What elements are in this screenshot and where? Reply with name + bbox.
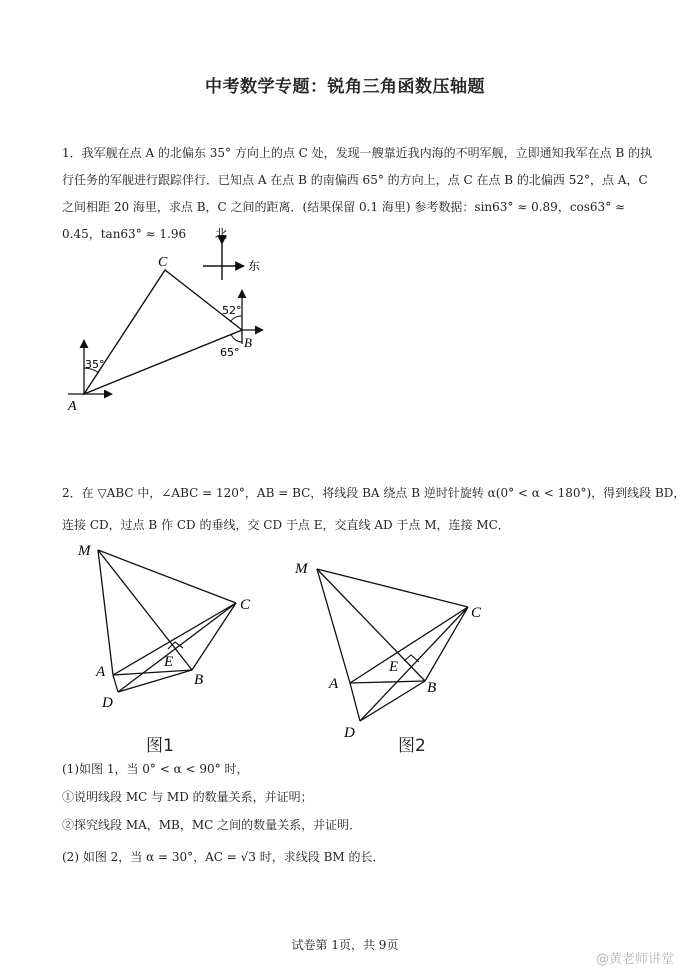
compass-east-label: 东 (248, 259, 261, 273)
fig2-point-E: E (389, 659, 399, 675)
point-A-label: A (68, 399, 77, 414)
fig1-point-B: B (194, 672, 204, 688)
fig2-point-A: A (329, 676, 339, 692)
question-2-sub1b: ②探究线段 MA，MB，MC 之间的数量关系，并证明． (62, 818, 362, 832)
question-2-line2: 连接 CD，过点 B 作 CD 的垂线，交 CD 于点 E，交直线 AD 于点 M，连接 MC． (62, 518, 510, 532)
angle-35-label: 35° (85, 358, 105, 371)
point-B-label: B (244, 335, 252, 350)
question-2-figure-2 (293, 555, 503, 745)
fig2-point-M: M (295, 561, 308, 577)
question-1-figure (60, 222, 320, 422)
question-1-text: 1．我军舰在点 A 的北偏东 35° 方向上的点 C 处，发现一艘靠近我内海的不明军舰，立即通知我军在点 B 的执行任务的军舰进行跟踪伴行．已知点 A 在点 B 的南偏西 65° 的方向上，点 C 在点 B 的北偏西 52°，点 A，C 之间相距 20 海里，求点 B，C 之间的距离．(结果保留 0.1 海里) 参考数据：sin63° ≈ 0.89，cos63° ≈ 0.45，tan63° ≈ 1.96 (62, 146, 653, 241)
fig1-point-C: C (240, 597, 251, 613)
point-C-label: C (158, 255, 168, 270)
question-2-figure-1 (70, 535, 270, 725)
watermark: @黄老师讲堂 (595, 952, 674, 967)
angle-52-label: 52° (222, 304, 242, 317)
fig2-point-B: B (427, 680, 437, 696)
question-2-line1: 2．在 ▽ABC 中，∠ABC = 120°，AB = BC，将线段 BA 绕点 B 逆时针旋转 α(0° < α < 180°)，得到线段 BD， (62, 486, 686, 500)
angle-65-label: 65° (220, 346, 240, 359)
fig1-point-E: E (164, 654, 174, 670)
angle-arc-B-65 (231, 334, 242, 342)
compass-icon (203, 244, 244, 280)
fig1-point-M: M (78, 543, 91, 559)
question-2-sub2: (2) 如图 2，当 α = 30°，AC = √3 时，求线段 BM 的长． (62, 850, 385, 864)
triangle-ABC (84, 270, 242, 394)
question-2-sub1: (1)如图 1，当 0° < α < 90° 时， (62, 762, 249, 776)
fig2-point-C: C (471, 605, 482, 621)
figure-1-caption: 图1 (146, 736, 174, 756)
figure-2-caption: 图2 (398, 736, 426, 756)
page-title: 中考数学专题：锐角三角函数压轴题 (205, 77, 485, 97)
compass-north-label: 北 (215, 227, 228, 241)
page-footer: 试卷第 1页，共 9页 (291, 938, 399, 952)
question-2-sub1a: ①说明线段 MC 与 MD 的数量关系，并证明； (62, 790, 313, 804)
fig2-point-D: D (344, 725, 355, 741)
fig1-point-D: D (102, 695, 113, 711)
fig1-point-A: A (96, 664, 106, 680)
